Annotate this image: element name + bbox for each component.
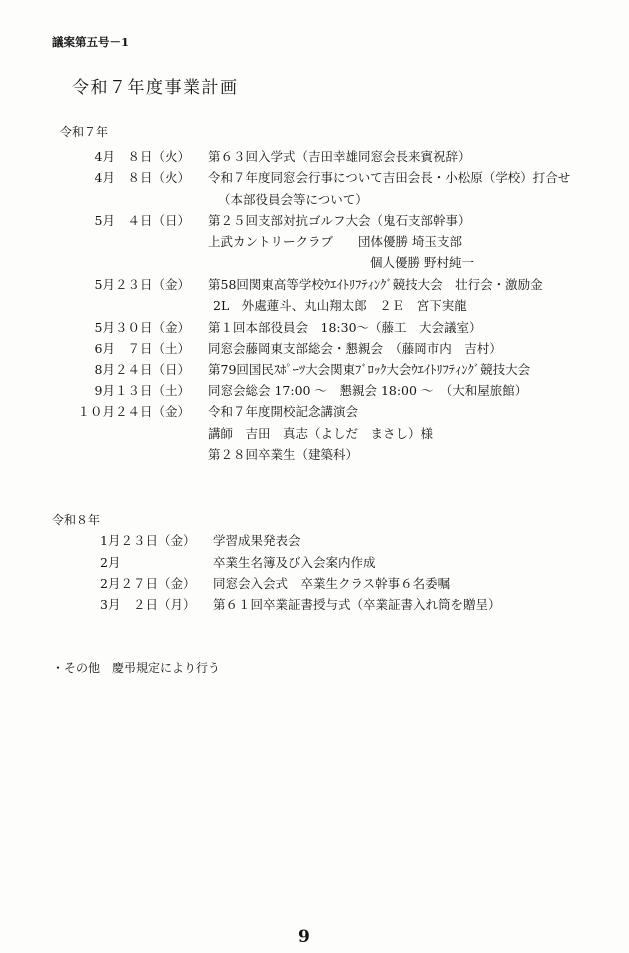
- event-date: 1月２３日（金）: [100, 533, 196, 548]
- event-text: 同窓会入会式 卒業生クラス幹事６名委嘱: [213, 576, 451, 591]
- event-date: 2月: [100, 555, 121, 570]
- event-row: [0, 277, 629, 293]
- event-date: 2月２７日（金）: [100, 576, 196, 591]
- event-date: 4月 ８日（火）: [94, 149, 190, 164]
- event-text: 第２８回卒業生（建築科）: [208, 447, 359, 462]
- event-row: [0, 213, 629, 229]
- event-text: 令和７年度同窓会行事について吉田会長・小松原（学校）打合せ: [208, 170, 571, 185]
- event-date: 5月 ４日（日）: [94, 213, 190, 228]
- event-date: 9月１３日（土）: [94, 383, 190, 398]
- event-row-continued: [0, 447, 629, 463]
- event-text: 講師 吉田 真志（よしだ まさし）様: [208, 426, 434, 441]
- event-text: 個人優勝 野村純一: [370, 255, 474, 270]
- event-text: 令和７年度開校記念講演会: [208, 404, 359, 419]
- event-date: 4月 ８日（火）: [94, 170, 190, 185]
- event-row: [0, 149, 629, 165]
- event-date: 3月 ２日（月）: [100, 597, 196, 612]
- event-row: [0, 383, 629, 399]
- event-text: 2L 外處蓮斗、丸山翔太郎 ２Ｅ 宮下実龍: [213, 298, 467, 313]
- event-row-continued: [0, 255, 629, 271]
- event-date: 5月２３日（金）: [94, 277, 190, 292]
- event-row: [0, 170, 629, 186]
- event-date: 5月３０日（金）: [94, 320, 190, 335]
- event-date: １０月２４日（金）: [77, 404, 190, 419]
- event-row: [0, 533, 629, 549]
- agenda-number: 議案第五号－1: [52, 35, 130, 49]
- event-row: [0, 341, 629, 357]
- year-heading-r8: 令和８年: [52, 513, 101, 527]
- event-text: 第79回国民ｽﾎﾟｰﾂ大会関東ﾌﾞﾛｯｸ大会ｳｴｲﾄﾘﾌﾃｨﾝｸﾞ競技大会: [208, 362, 531, 377]
- event-row-continued: [0, 426, 629, 442]
- event-row: [0, 576, 629, 592]
- event-text: （本部役員会等について）: [218, 192, 368, 207]
- event-row: [0, 555, 629, 571]
- event-text: 卒業生名簿及び入会案内作成: [213, 555, 376, 570]
- event-text: 同窓会総会 17:00 ～ 懇親会 18:00 ～ （大和屋旅館）: [208, 383, 528, 398]
- other-note: ・その他 慶弔規定により行う: [52, 661, 221, 675]
- event-row: [0, 597, 629, 613]
- event-text: 第２５回支部対抗ゴルフ大会（鬼石支部幹事）: [208, 213, 471, 228]
- event-text: 第58回関東高等学校ｳｴｲﾄﾘﾌﾃｨﾝｸﾞ競技大会 壮行会・激励金: [208, 277, 543, 292]
- event-row-continued: [0, 234, 629, 250]
- event-text: 上武カントリークラブ 団体優勝 埼玉支部: [208, 234, 462, 249]
- event-date: 6月 ７日（土）: [94, 341, 190, 356]
- event-row-continued: [0, 192, 629, 208]
- event-text: 第６３回入学式（吉田幸雄同窓会長来賓祝辞）: [208, 149, 471, 164]
- event-row: [0, 320, 629, 336]
- page-title: 令和７年度事業計画: [72, 78, 239, 98]
- event-row: [0, 362, 629, 378]
- event-row: [0, 404, 629, 420]
- event-date: 8月２４日（日）: [94, 362, 190, 377]
- event-row-continued: [0, 298, 629, 314]
- page-number: 9: [298, 927, 310, 947]
- event-text: 学習成果発表会: [213, 533, 301, 548]
- event-text: 第６１回卒業証書授与式（卒業証書入れ筒を贈呈）: [213, 597, 501, 612]
- year-heading-r7: 令和７年: [60, 125, 109, 139]
- event-text: 同窓会藤岡東支部総会・懇親会 （藤岡市内 吉村）: [208, 341, 502, 356]
- event-text: 第１回本部役員会 18:30～（藤工 大会議室）: [208, 320, 482, 335]
